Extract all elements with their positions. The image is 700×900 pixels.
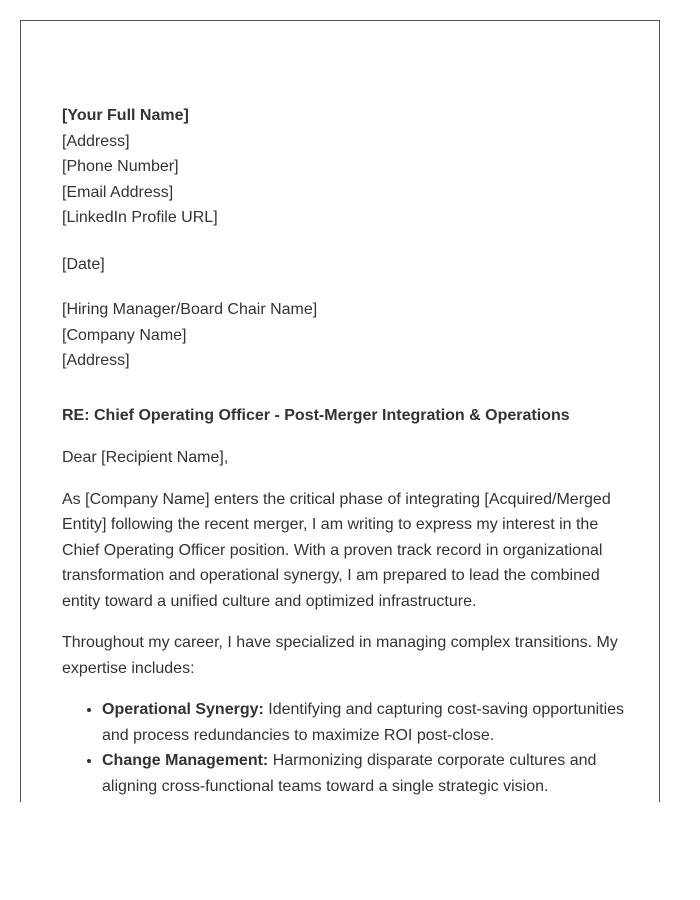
list-item	[102, 697, 632, 748]
sender-email: [Email Address]	[62, 183, 174, 201]
list-item-title: Change Management:	[102, 752, 269, 769]
subject-line: RE: Chief Operating Officer - Post-Merger Integration & Operations	[62, 406, 570, 424]
paragraph-intro: As [Company Name] enters the critical phase of integrating [Acquired/Merged Entity] following the recent merger, I am writing to express my interest in the Chief Operating Officer position. With a proven track record in organizational transformation and operational synergy, I am prepared to lead the combined entity toward a unified culture and optimized infrastructure.	[62, 490, 611, 610]
sender-block	[62, 103, 632, 231]
recipient-company: [Company Name]	[62, 326, 187, 344]
sender-linkedin: [LinkedIn Profile URL]	[62, 209, 218, 226]
recipient-address: [Address]	[62, 352, 130, 369]
letter-page	[20, 20, 660, 802]
list-item	[102, 748, 632, 799]
salutation: Dear [Recipient Name],	[62, 449, 229, 466]
letter-date: [Date]	[62, 255, 105, 273]
recipient-name: [Hiring Manager/Board Chair Name]	[62, 301, 318, 318]
paragraph-expertise-intro: Throughout my career, I have specialized in managing complex transitions. My expertise includes:	[62, 634, 618, 677]
expertise-list	[62, 697, 632, 799]
sender-phone: [Phone Number]	[62, 158, 179, 175]
list-item-title: Operational Synergy:	[102, 701, 264, 718]
letter-content	[62, 103, 632, 799]
list-item-text: Identifying and capturing cost-saving opportunities and process redundancies to maximize ROI post-close.	[102, 701, 625, 744]
recipient-block	[62, 297, 632, 374]
sender-name: [Your Full Name]	[62, 107, 189, 124]
list-item-text: Harmonizing disparate corporate cultures and aligning cross-functional teams toward a single strategic vision.	[102, 752, 597, 795]
sender-address: [Address]	[62, 132, 130, 150]
